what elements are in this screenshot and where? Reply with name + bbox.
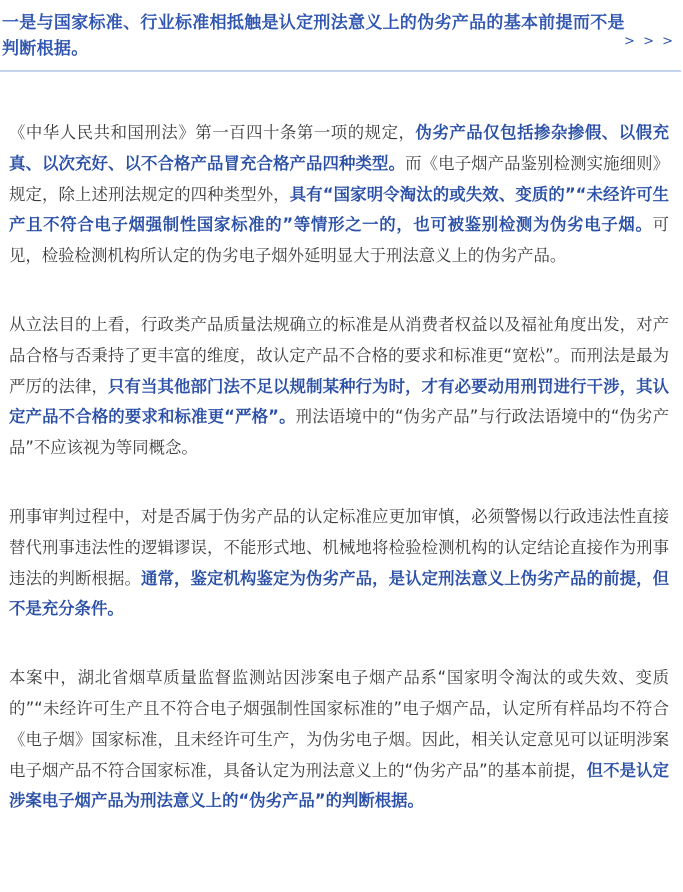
highlighted-text-run: 通常，鉴定机构鉴定为伪劣产品，是认定刑法意义上伪劣产品的前提，但不是充分条件。 — [9, 568, 670, 619]
text-run: 从立法目的上看，行政类产品质量法规确立的标准是从消费者权益以及福祉角度出发，对产品合格与否秉持了更丰富的维度，故认定产品不合格的要求和标准更“宽松”。而刑法是最为严厉的法律， — [9, 314, 669, 396]
highlighted-text-run: 只有当其他部门法不足以规制某种行为时，才有必要动用刑罚进行干涉，其认定产品不合格的要求和标准更“严格”。 — [9, 376, 670, 427]
text-run: 刑事审判过程中，对是否属于伪劣产品的认定标准应更加审慎，必须警惕以行政违法性直接替代刑事违法性的逻辑谬误，不能形式地、机械地将检验检测机构的认定结论直接作为刑事违法的判断根据。 — [9, 506, 669, 588]
text-run: 可见，检验检测机构所认定的伪劣电子烟外延明显大于刑法意义上的伪劣产品。 — [9, 215, 669, 266]
highlighted-text-run: 但不是认定涉案电子烟产品为刑法意义上的“伪劣产品”的判断根据。 — [9, 760, 670, 811]
text-run: 而《电子烟产品鉴别检测实施细则》规定，除上述刑法规定的四种类型外， — [9, 153, 670, 204]
text-run: 本案中，湖北省烟草质量监督监测站因涉案电子烟产品系“国家明令淘汰的或失效、变质的”“未经许可生产且不符合电子烟强制性国家标准的”电子烟产品，认定所有样品均不符合《电子烟》国家标准，且未经许可生产，为伪劣电子烟。因此，相关认定意见可以证明涉案电子烟产品不符合国家标准，具备认定为刑法意义上的“伪劣产品”的基本前提， — [9, 668, 669, 780]
text-run: 《中华人民共和国刑法》第一百四十条第一项的规定， — [9, 123, 416, 142]
section-title: 一是与国家标准、行业标准相抵触是认定刑法意义上的伪劣产品的基本前提而不是判断根据。 — [2, 13, 625, 59]
section-header — [0, 0, 681, 72]
triple-arrow-icon: > > > — [624, 34, 675, 49]
paragraph-3 — [9, 502, 669, 625]
paragraph-4 — [9, 663, 669, 817]
text-run: 刑法语境中的“伪劣产品”与行政法语境中的“伪劣产品”不应该视为等同概念。 — [9, 407, 669, 458]
highlighted-text-run: 具有“国家明令淘汰的或失效、变质的”“未经许可生产且不符合电子烟强制性国家标准的”等情形之一的，也可被鉴别检测为伪劣电子烟。 — [9, 184, 669, 235]
paragraph-1 — [9, 118, 669, 272]
highlighted-text-run: 伪劣产品仅包括掺杂掺假、以假充真、以次充好、以不合格产品冒充合格产品四种类型。 — [9, 123, 670, 173]
article-body — [9, 118, 669, 817]
paragraph-2 — [9, 310, 669, 464]
